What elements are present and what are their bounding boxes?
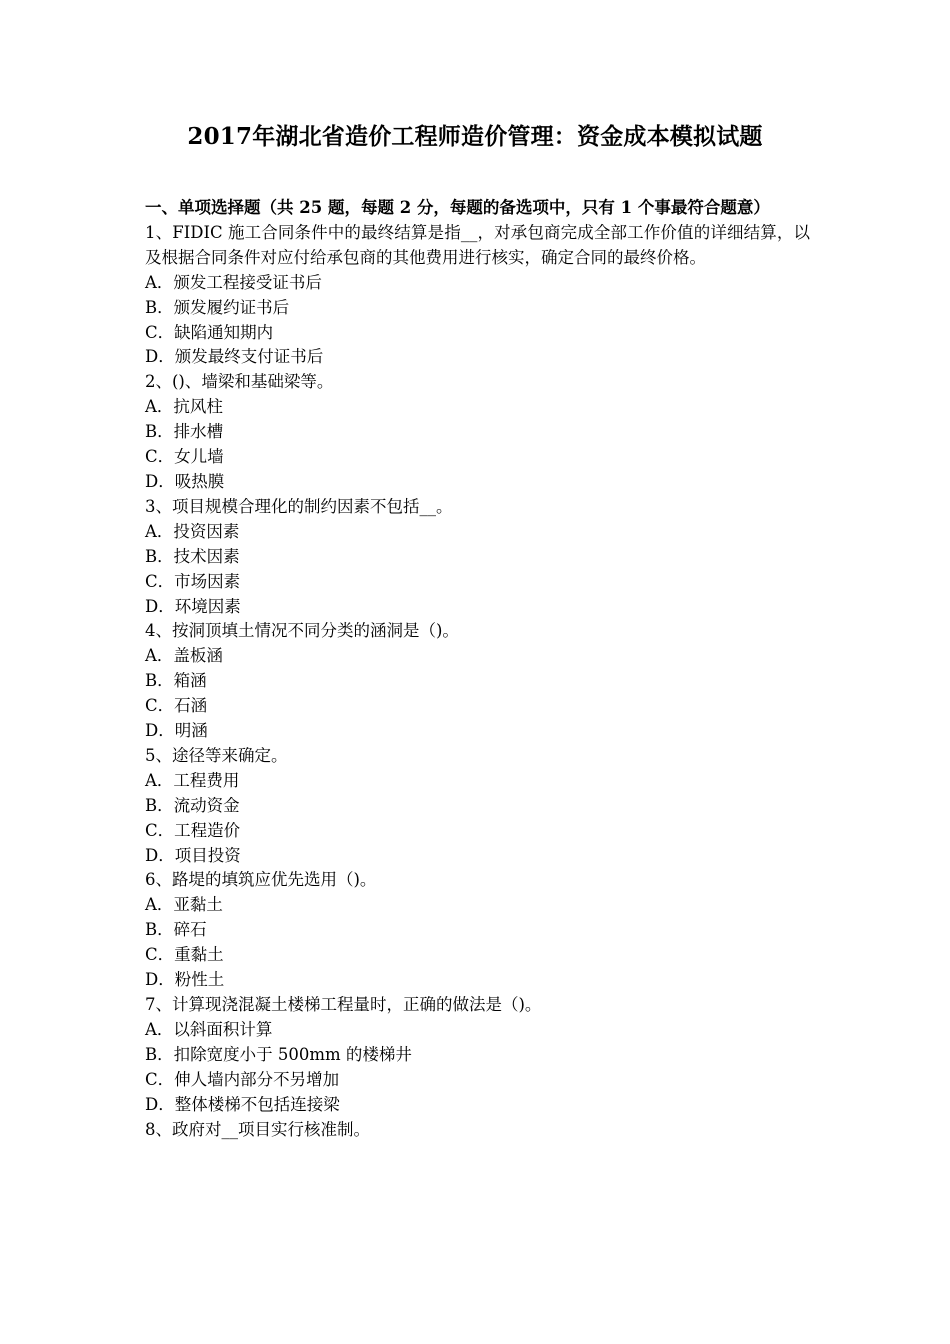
option-d: D．颁发最终支付证书后 xyxy=(145,347,324,367)
option-c: C．缺陷通知期内 xyxy=(145,322,274,342)
question-2 xyxy=(145,370,810,495)
question-5 xyxy=(145,744,810,869)
option-a: A．以斜面积计算 xyxy=(145,1019,273,1039)
question-4 xyxy=(145,619,810,744)
document-title: 2017年湖北省造价工程师造价管理：资金成本模拟试题 xyxy=(187,123,763,150)
option-b: B．排水槽 xyxy=(145,422,224,442)
option-a: A．抗风柱 xyxy=(145,397,223,417)
option-c: C．市场因素 xyxy=(145,571,241,591)
option-b: B．箱涵 xyxy=(145,671,207,691)
question-8 xyxy=(145,1118,810,1143)
option-b: B．技术因素 xyxy=(145,546,240,566)
option-b: B．颁发履约证书后 xyxy=(145,297,290,317)
option-a: A．投资因素 xyxy=(145,521,240,541)
question-text: 6、路堤的填筑应优先选用（)。 xyxy=(145,870,377,890)
option-c: C．重黏土 xyxy=(145,945,224,965)
document-body xyxy=(145,196,810,1142)
option-c: C．女儿墙 xyxy=(145,447,224,467)
option-b: B．流动资金 xyxy=(145,795,240,815)
option-d: D．明涵 xyxy=(145,721,208,741)
option-d: D．粉性土 xyxy=(145,970,225,990)
option-b: B．碎石 xyxy=(145,920,207,940)
question-text: 1、FIDIC 施工合同条件中的最终结算是指__，对承包商完成全部工作价值的详细结算，以及根据合同条件对应付给承包商的其他费用进行核实，确定合同的最终价格。 xyxy=(145,222,810,267)
option-a: A．颁发工程接受证书后 xyxy=(145,272,322,292)
option-d: D．项目投资 xyxy=(145,845,241,865)
question-text: 8、政府对__项目实行核准制。 xyxy=(145,1119,370,1139)
option-c: C．石涵 xyxy=(145,696,208,716)
option-d: D．整体楼梯不包括连接梁 xyxy=(145,1094,340,1114)
question-6 xyxy=(145,868,810,993)
option-a: A．盖板涵 xyxy=(145,646,223,666)
question-3 xyxy=(145,495,810,620)
question-text: 5、途径等来确定。 xyxy=(145,745,288,765)
question-text: 2、()、墙梁和基础梁等。 xyxy=(145,372,334,392)
option-a: A．亚黏土 xyxy=(145,895,223,915)
section-heading: 一、单项选择题（共 25 题，每题 2 分，每题的备选项中，只有 1 个事最符合题意） xyxy=(145,198,770,217)
question-1 xyxy=(145,221,810,370)
question-text: 4、按洞顶填土情况不同分类的涵洞是（)。 xyxy=(145,621,459,641)
option-c: C．伸人墙内部分不另增加 xyxy=(145,1069,340,1089)
option-a: A．工程费用 xyxy=(145,770,240,790)
option-d: D．环境因素 xyxy=(145,596,241,616)
option-c: C．工程造价 xyxy=(145,820,241,840)
question-text: 3、项目规模合理化的制约因素不包括__。 xyxy=(145,496,453,516)
option-b: B．扣除宽度小于 500mm 的楼梯井 xyxy=(145,1044,412,1064)
option-d: D．吸热膜 xyxy=(145,471,225,491)
question-text: 7、计算现浇混凝土楼梯工程量时，正确的做法是（)。 xyxy=(145,995,542,1014)
question-7 xyxy=(145,993,810,1118)
